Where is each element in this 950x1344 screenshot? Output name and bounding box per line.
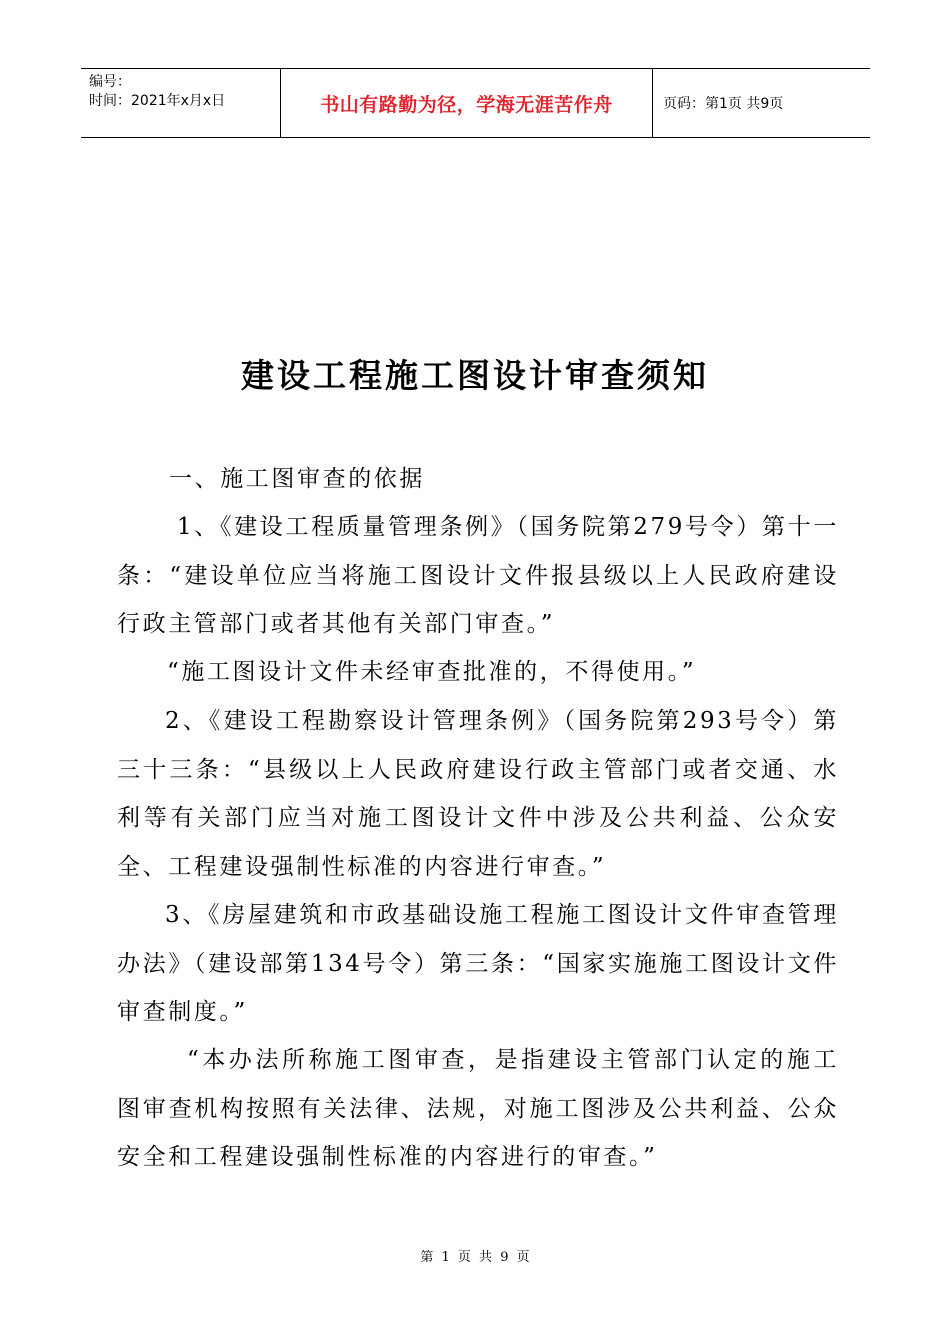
header-meta-cell (81, 69, 281, 137)
document-title: 建设工程施工图设计审查须知 (241, 356, 709, 395)
paragraph-1: 1、《建设工程质量管理条例》（国务院第279号令）第十一条：“建设单位应当将施工图设计文件报县级以上人民政府建设行政主管部门或者其他有关部门审查。” (117, 514, 839, 637)
document-date: 时间：2021年x月x日 (89, 93, 226, 109)
paragraph-3-quote: “本办法所称施工图审查，是指建设主管部门认定的施工图审查机构按照有关法律、法规，对施工图涉及公共利益、公众安全和工程建设强制性标准的内容进行的审查。” (117, 1047, 839, 1170)
header-motto: 书山有路勤为径，学海无涯苦作舟 (281, 69, 653, 137)
paragraph-1-quote: “施工图设计文件未经审查批准的，不得使用。” (167, 659, 697, 685)
document-number-label: 编号： (89, 74, 131, 90)
header-page-info: 页码：第1页 共9页 (663, 96, 784, 112)
paragraph-2: 2、《建设工程勘察设计管理条例》（国务院第293号令）第三十三条：“县级以上人民政府建设行政主管部门或者交通、水利等有关部门应当对施工图设计文件中涉及公共利益、公众安全、工程建设强制性标准的内容进行审查。” (117, 708, 839, 880)
paragraph-3: 3、《房屋建筑和市政基础设施工程施工图设计文件审查管理办法》（建设部第134号令）第三条：“国家实施施工图设计文件审查制度。” (117, 902, 839, 1025)
section-heading: 一、施工图审查的依据 (169, 466, 425, 492)
page-footer: 第 1 页 共 9 页 (420, 1250, 530, 1265)
page-header (81, 68, 870, 138)
